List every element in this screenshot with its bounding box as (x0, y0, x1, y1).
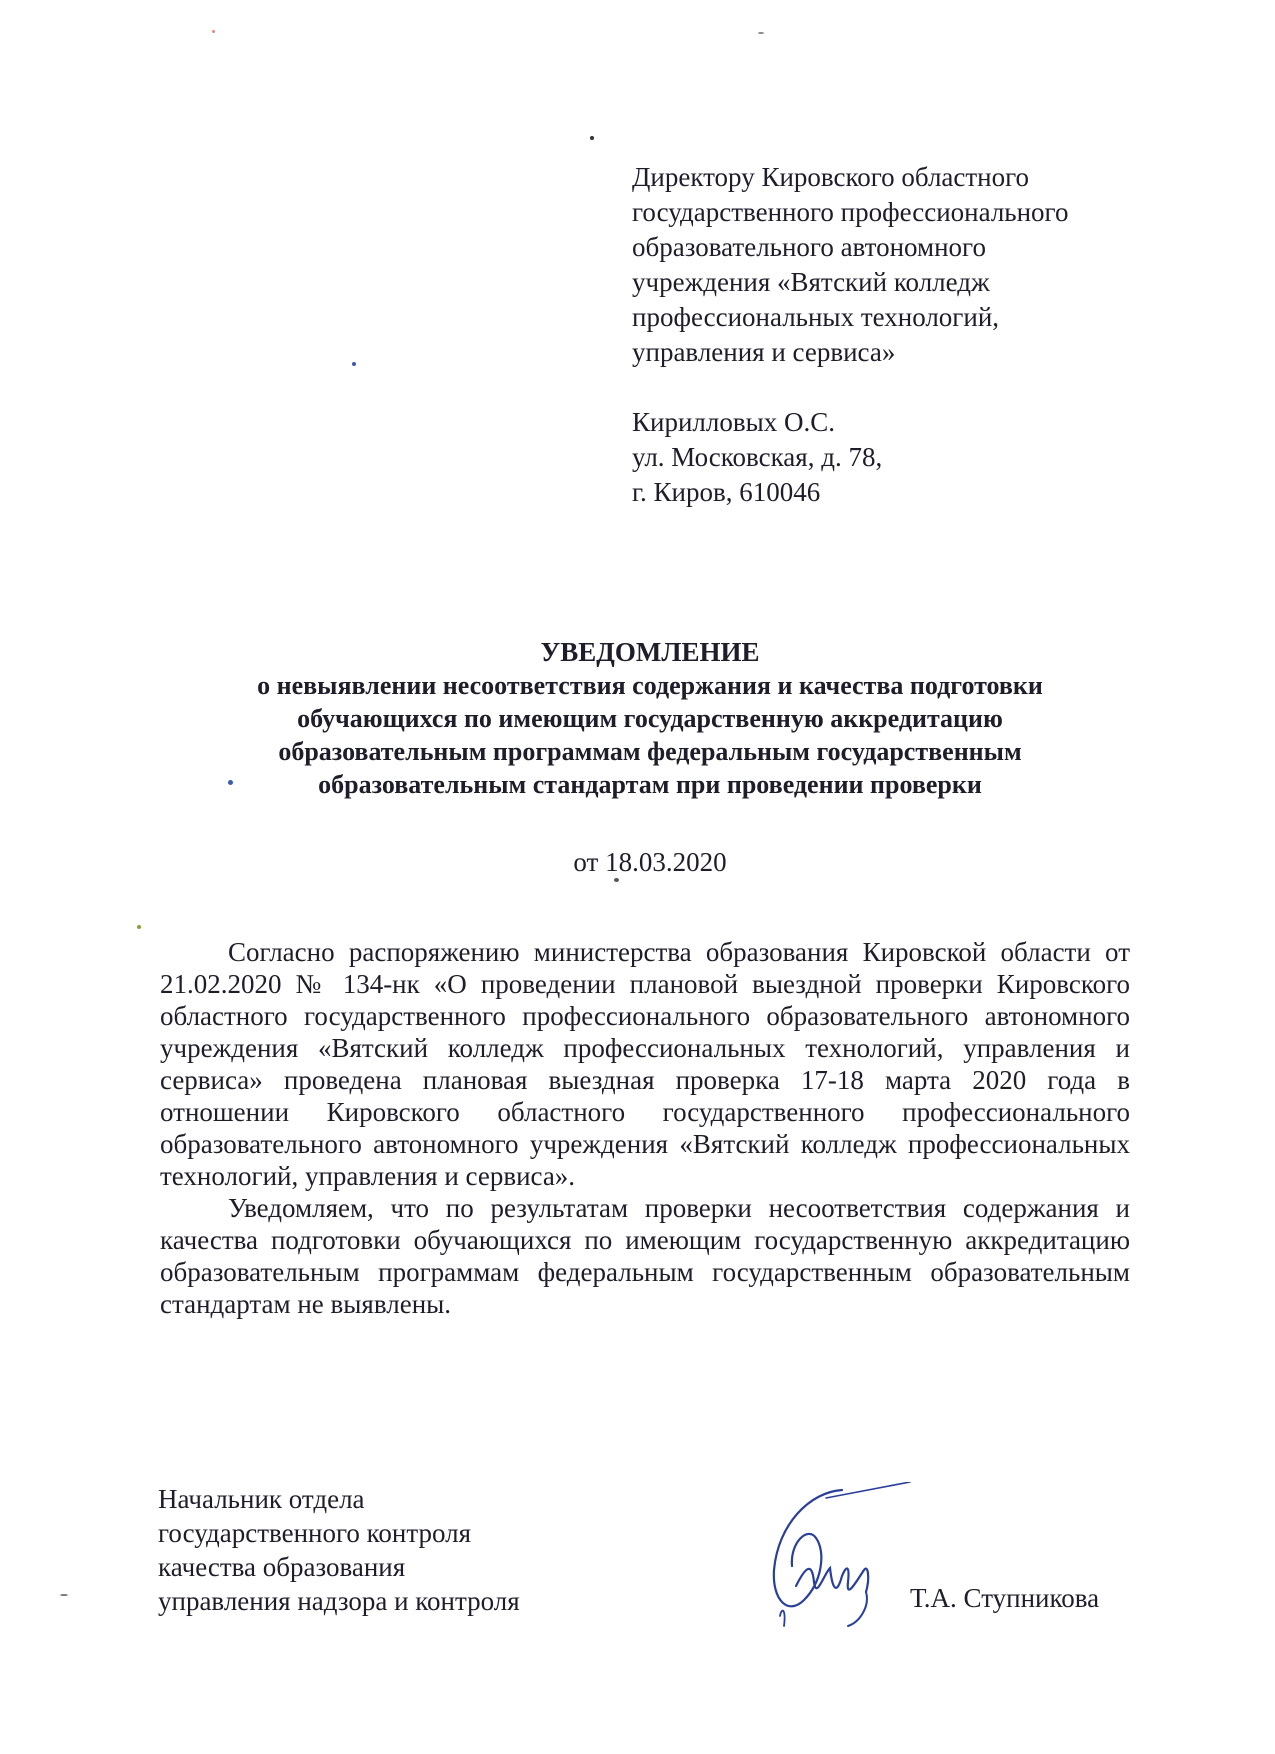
scan-speck (352, 362, 356, 366)
addressee-line: государственного профессионального (632, 197, 1069, 227)
title-subtitle-line: о невыявлении несоответствия содержания и качества подготовки (257, 671, 1043, 700)
signer-position (158, 1482, 520, 1618)
title-heading: УВЕДОМЛЕНИЕ (540, 637, 760, 667)
title-subtitle-line: образовательным программам федеральным государственным (278, 737, 1022, 766)
title-subtitle-line: образовательным стандартам при проведении проверки (318, 770, 982, 799)
addressee-line: профессиональных технологий, (632, 302, 1000, 332)
scan-speck (137, 925, 141, 929)
addressee-line: учреждения «Вятский колледж (632, 267, 990, 297)
signer-position-line: качества образования (158, 1552, 406, 1582)
addressee-address-line: г. Киров, 610046 (632, 477, 821, 507)
document-title (150, 636, 1150, 801)
title-subtitle-line: обучающихся по имеющим государственную аккредитацию (297, 704, 1003, 733)
addressee-line: управления и сервиса» (632, 337, 896, 367)
body-paragraph: Уведомляем, что по результатам проверки несоответствия содержания и качества подготовки обучающихся по имеющим государственную аккредитацию образовательным программам федеральным государственным образовательным стандартам не выявлены. (160, 1193, 1130, 1319)
addressee-line: Директору Кировского областного (632, 162, 1030, 192)
signer-position-line: государственного контроля (158, 1518, 471, 1548)
addressee-line: образовательного автономного (632, 232, 986, 262)
scan-speck (590, 136, 594, 140)
addressee-block (632, 160, 1152, 510)
signer-position-line: управления надзора и контроля (158, 1586, 520, 1616)
signer-position-line: Начальник отдела (158, 1484, 365, 1514)
scan-speck (614, 878, 619, 882)
document-body (160, 936, 1130, 1320)
scan-speck (60, 1594, 68, 1596)
scan-speck (758, 32, 764, 34)
scan-speck (228, 780, 233, 785)
addressee-address-line: ул. Московская, д. 78, (632, 442, 883, 472)
signer-name: Т.А. Ступникова (910, 1583, 1100, 1613)
body-paragraph: Согласно распоряжению министерства образования Кировской области от 21.02.2020 № 134-нк «О проведении плановой выездной проверки Кировского областного государственного профессионального образовательного автономного учреждения «Вятский колледж профессиональных технологий, управления и сервиса» проведена плановая выездная проверка 17-18 марта 2020 года в отношении Кировского областного государственного профессионального образовательного автономного учреждения «Вятский колледж профессиональных технологий, управления и сервиса». (160, 937, 1130, 1191)
scan-speck (212, 30, 215, 33)
addressee-name: Кирилловых О.С. (632, 407, 836, 437)
handwritten-signature (730, 1482, 920, 1632)
document-date: от 18.03.2020 (573, 847, 727, 877)
spacer (632, 370, 1152, 405)
